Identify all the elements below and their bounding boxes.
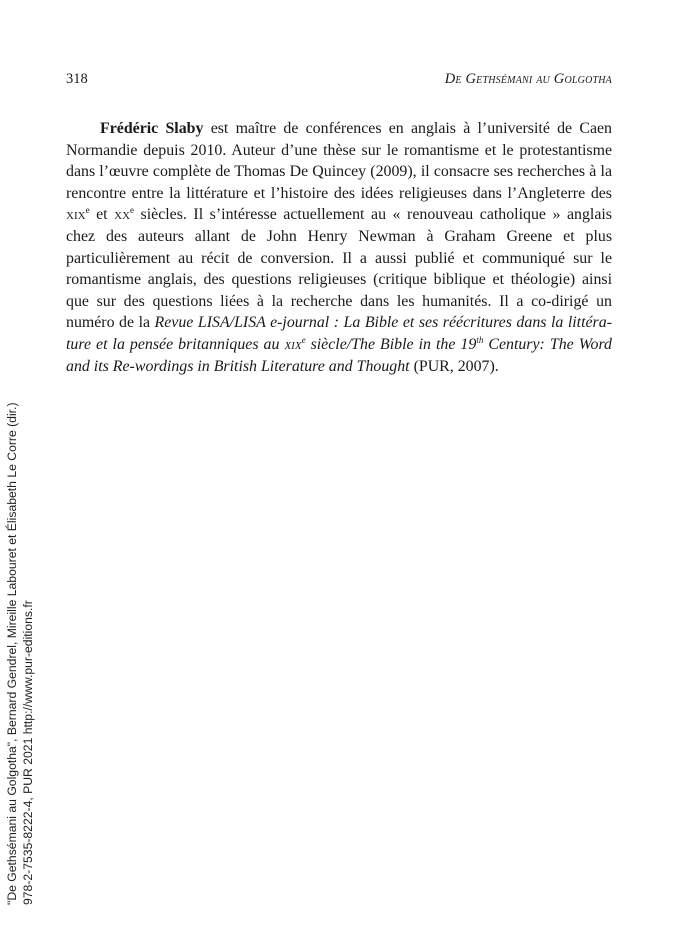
century-superscript: e	[130, 205, 135, 216]
side-note-line-2: 978-2-7535-8222-4, PUR 2021 http://www.pur-editions.fr	[21, 600, 35, 905]
bio-text: siècles. Il s’intéresse actuellement au « renouveau catholique » anglais chez des auteurs allant de John Henry Newman à Graham Greene et plus particulièrement au récit de conversion. Il a aussi publié et communiqué sur le romantisme anglais, des questions religieuses (critique biblique et théologie) ainsi que sur des questions liées à la recherche dans les humanités. Il a co-dirigé un numéro de la	[66, 206, 612, 332]
century-20: xx	[114, 206, 131, 224]
bio-text: est maître de conférences en anglais à l’université de Caen Normandie depuis 2010. Auteur d’une thèse sur le romantisme et le protestantisme dans l’œuvre complète de Thomas De Quincey (2009), il consacre ses recherches à la rencontre entre la littérature et l’histoire des idées religieuses dans l’Angleterre des	[66, 120, 612, 202]
journal-title-superscript: th	[476, 334, 484, 345]
side-note-line-1: "De Gethsémani au Golgotha", Bernard Gendrel, Mireille Labouret et Élisabeth Le Corre (dir.)	[5, 402, 19, 905]
journal-title-text: siècle/The Bible in the 19	[305, 335, 477, 353]
journal-title-superscript: e	[301, 334, 306, 345]
running-head	[66, 71, 612, 91]
bio-text: et	[89, 206, 115, 224]
journal-title-text: Century: The Word and its Re-wordings in British Literature and Thought	[66, 335, 612, 375]
copyright-side-note	[4, 402, 36, 905]
running-title: De Gethsémani au Golgotha	[444, 71, 612, 87]
century-superscript: e	[85, 205, 90, 216]
journal-title-century: xix	[284, 335, 302, 353]
author-name: Frédéric Slaby	[100, 120, 204, 137]
journal-title-text: Revue LISA/LISA e-journal : La Bible et ses réécritures dans la littérature et la pensée britanniques au	[66, 314, 612, 353]
bio-text: (PUR, 2007).	[409, 357, 499, 375]
century-19: xix	[66, 206, 86, 224]
page-number: 318	[66, 71, 88, 87]
author-biography	[66, 118, 612, 377]
